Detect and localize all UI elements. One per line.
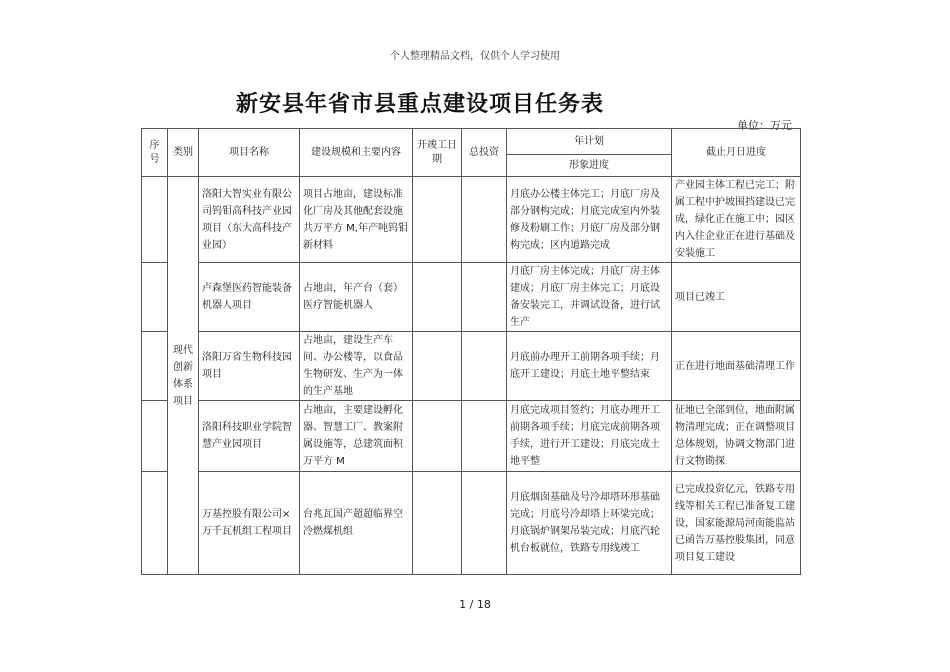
header-name: 项目名称 [199, 129, 300, 177]
project-scale: 占地亩，主要建设孵化器、智慧工厂、教案附属设施等，总建筑面积万平方 M [300, 401, 413, 472]
project-dates [413, 472, 462, 575]
table-row [142, 263, 801, 332]
project-name: 洛阳大智实业有限公司钨钼高科技产业园项目（东大高科技产业园） [199, 177, 300, 263]
row-seq [142, 177, 168, 263]
project-scale: 占地亩，年产台（套）医疗智能机器人 [300, 263, 413, 332]
table-row [142, 401, 801, 472]
table-row [142, 472, 801, 575]
project-dates [413, 177, 462, 263]
header-dates: 开竣工日期 [413, 129, 462, 177]
header-seq: 序号 [142, 129, 168, 177]
project-scale: 台兆瓦国产超超临界空冷燃煤机组 [300, 472, 413, 575]
project-target: 月底前办理开工前期各项手续；月底开工建设；月底土地平整结束 [507, 332, 672, 401]
project-current: 项目已竣工 [672, 263, 801, 332]
project-dates [413, 263, 462, 332]
project-investment [462, 177, 507, 263]
table-row [142, 332, 801, 401]
project-current: 已完成投资亿元，铁路专用线等相关工程已准备复工建设，国家能源局河南能监站已函告万基控股集团，同意项目复工建设 [672, 472, 801, 575]
row-seq [142, 332, 168, 401]
header-category: 类别 [168, 129, 199, 177]
project-target: 月底厂房主体完成；月底厂房主体建成；月底厂房主体完工；月底设备安装完工，并调试设备，进行试生产 [507, 263, 672, 332]
header-progress-target: 形象进度 [507, 155, 672, 177]
project-name: 洛阳万省生物科技园项目 [199, 332, 300, 401]
unit-label: 单位：万元 [737, 119, 792, 132]
project-investment [462, 401, 507, 472]
project-name: 洛阳科技职业学院智慧产业园项目 [199, 401, 300, 472]
project-dates [413, 401, 462, 472]
project-target: 月底烟囱基础及号冷却塔环形基础完成；月底号冷却塔上环梁完成；月底锅炉钢架吊装完成；月底汽轮机台板就位，铁路专用线竣工 [507, 472, 672, 575]
project-investment [462, 332, 507, 401]
header-row-1 [142, 129, 801, 155]
project-scale: 项目占地亩，建设标准化厂房及其他配套设施共万平方 M,年产吨钨钼新材料 [300, 177, 413, 263]
project-target: 月底完成项目签约；月底办理开工前期各项手续；月底完成前期各项手续，进行开工建设；月底完成土地平整 [507, 401, 672, 472]
table-row [142, 177, 801, 263]
row-seq [142, 263, 168, 332]
project-investment [462, 472, 507, 575]
header-note: 个人整理精品文档，仅供个人学习使用 [390, 51, 560, 62]
project-investment [462, 263, 507, 332]
project-current: 征地已全部到位，地面附属物清理完成；正在调整项目总体规划，协调文物部门进行文物勘探 [672, 401, 801, 472]
header-investment: 总投资 [462, 129, 507, 177]
project-target: 月底办公楼主体完工；月底厂房及部分钢构完成；月底完成室内外装修及粉刷工作；月底厂房及部分钢构完成；区内道路完成 [507, 177, 672, 263]
document-title: 新安县年省市县重点建设项目任务表 [235, 91, 604, 117]
project-table [141, 128, 801, 575]
row-seq [142, 472, 168, 575]
project-dates [413, 332, 462, 401]
header-scale: 建设规模和主要内容 [300, 129, 413, 177]
category-cell: 现代创新体系项目 [168, 177, 199, 575]
project-current: 正在进行地面基础清理工作 [672, 332, 801, 401]
header-annual-plan: 年计划 [507, 129, 672, 155]
project-current: 产业园主体工程已完工；附属工程中护坡围挡建设已完成，绿化正在施工中；园区内入住企业正在进行基础及安装施工 [672, 177, 801, 263]
page-number: 1 / 18 [459, 598, 491, 611]
project-name: 卢森堡医药智能装备机器人项目 [199, 263, 300, 332]
project-scale: 占地亩，建设生产车间、办公楼等，以食品生物研发、生产为一体的生产基地 [300, 332, 413, 401]
project-name: 万基控股有限公司×万千瓦机组工程项目 [199, 472, 300, 575]
row-seq [142, 401, 168, 472]
header-current: 截止月日进度 [672, 129, 801, 177]
